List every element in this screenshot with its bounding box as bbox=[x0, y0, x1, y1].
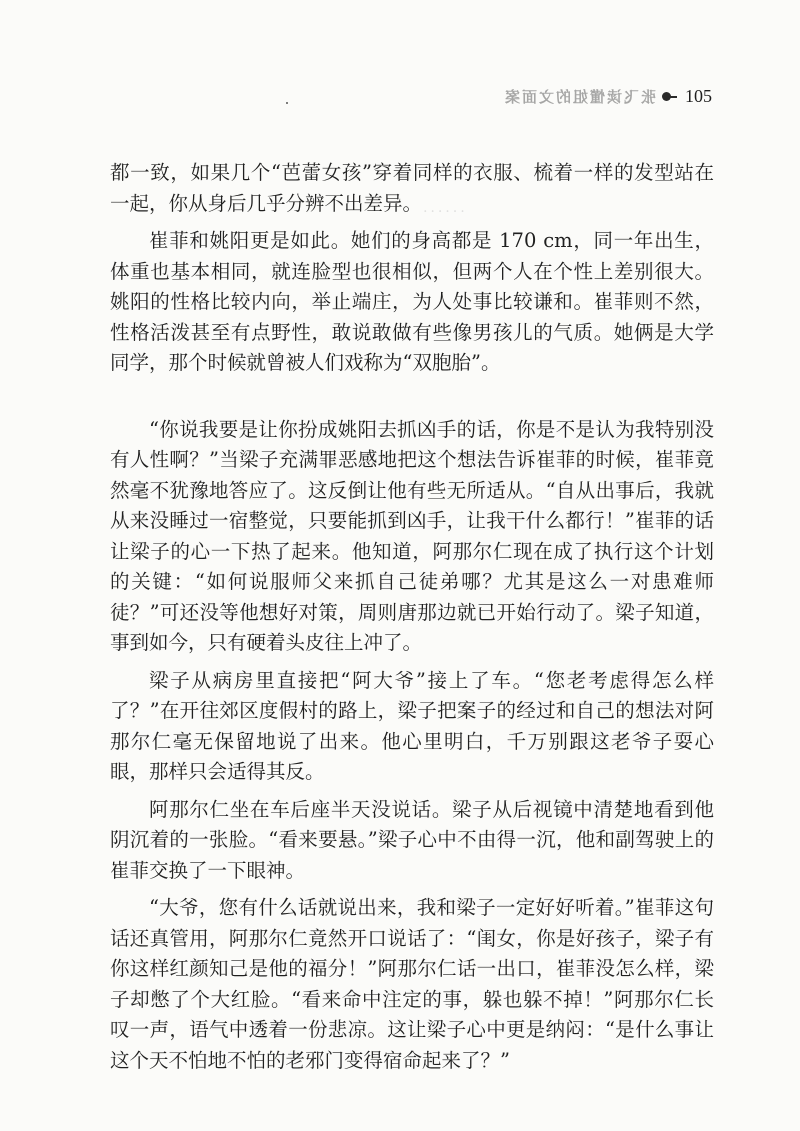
paragraph-5: 阿那尔仁坐在车后座半天没说话。梁子从后视镜中清楚地看到他阴沉着的一张脸。“看来要悬。”梁子心中不由得一沉，他和副驾驶上的崔菲交换了一下眼神。 bbox=[110, 797, 714, 882]
paragraph-6: “大爷，您有什么话就说出来，我和梁子一定好好听着。”崔菲这句话还真管用，阿那尔仁竟然开口说话了：“闺女，你是好孩子，梁子有你这样红颜知己是他的福分！”阿那尔仁话一出口，崔菲没怎么样，梁子却憋了个大红脸。“看来命中注定的事，躲也躲不掉！”阿那尔仁长叹一声，语气中透着一份悲凉。这让梁子心中更是纳闷：“是什么事让这个天不怕地不怕的老邪门变得宿命起来了？” bbox=[110, 896, 714, 1072]
page-marker-icon bbox=[662, 92, 671, 101]
paragraph-1: 都一致，如果几个“芭蕾女孩”穿着同样的衣服、梳着一样的发型站在一起，你从身后几乎分辨不出差异。 bbox=[110, 161, 714, 215]
page-number: 105 bbox=[685, 86, 712, 106]
paragraph-4: 梁子从病房里直接把“阿大爷”接上了车。“您老考虑得怎么样了？”在开往郊区度假村的路上，梁子把案子的经过和自己的想法对阿那尔仁毫无保留地说了出来。他心里明白，千万别跟这老爷子耍心眼，那样只会适得其反。 bbox=[110, 668, 714, 783]
body-text bbox=[110, 158, 714, 1076]
paragraph-3: “你说我要是让你扮成姚阳去抓凶手的话，你是不是认为我特别没有人性啊？”当梁子充满罪恶感地把这个想法告诉崔菲的时候，崔菲竟然毫不犹豫地答应了。这反倒让他有些无所适从。“自从出事后，我就从来没睡过一宿整觉，只要能抓到凶手，让我干什么都行！”崔菲的话让梁子的心一下热了起来。他知道，阿那尔仁现在成了执行这个计划的关键：“如何说服师父来抓自己徒弟哪？尤其是这么一对患难师徒？”可还没等他想好对策，周则唐那边就已开始行动了。梁子知道，事到如今，只有硬着头皮往上冲了。 bbox=[110, 417, 714, 654]
page-header bbox=[503, 86, 712, 107]
stray-dot bbox=[286, 102, 288, 104]
bleed-through-text: ...... bbox=[420, 200, 465, 216]
paragraph-2: 崔菲和姚阳更是如此。她们的身高都是 170 cm，同一年出生，体重也基本相同，就连脸型也很相似，但两个人在个性上差别很大。姚阳的性格比较内向，举止端庄，为人处事比较谦和。崔菲则不然，性格活泼甚至有点野性，敢说敢做有些像男孩儿的气质。她俩是大学同学，那个时候就曾被人们戏称为“双胞胎”。 bbox=[110, 229, 714, 374]
running-head: 张飞读懂姐的文面案 bbox=[502, 88, 656, 106]
